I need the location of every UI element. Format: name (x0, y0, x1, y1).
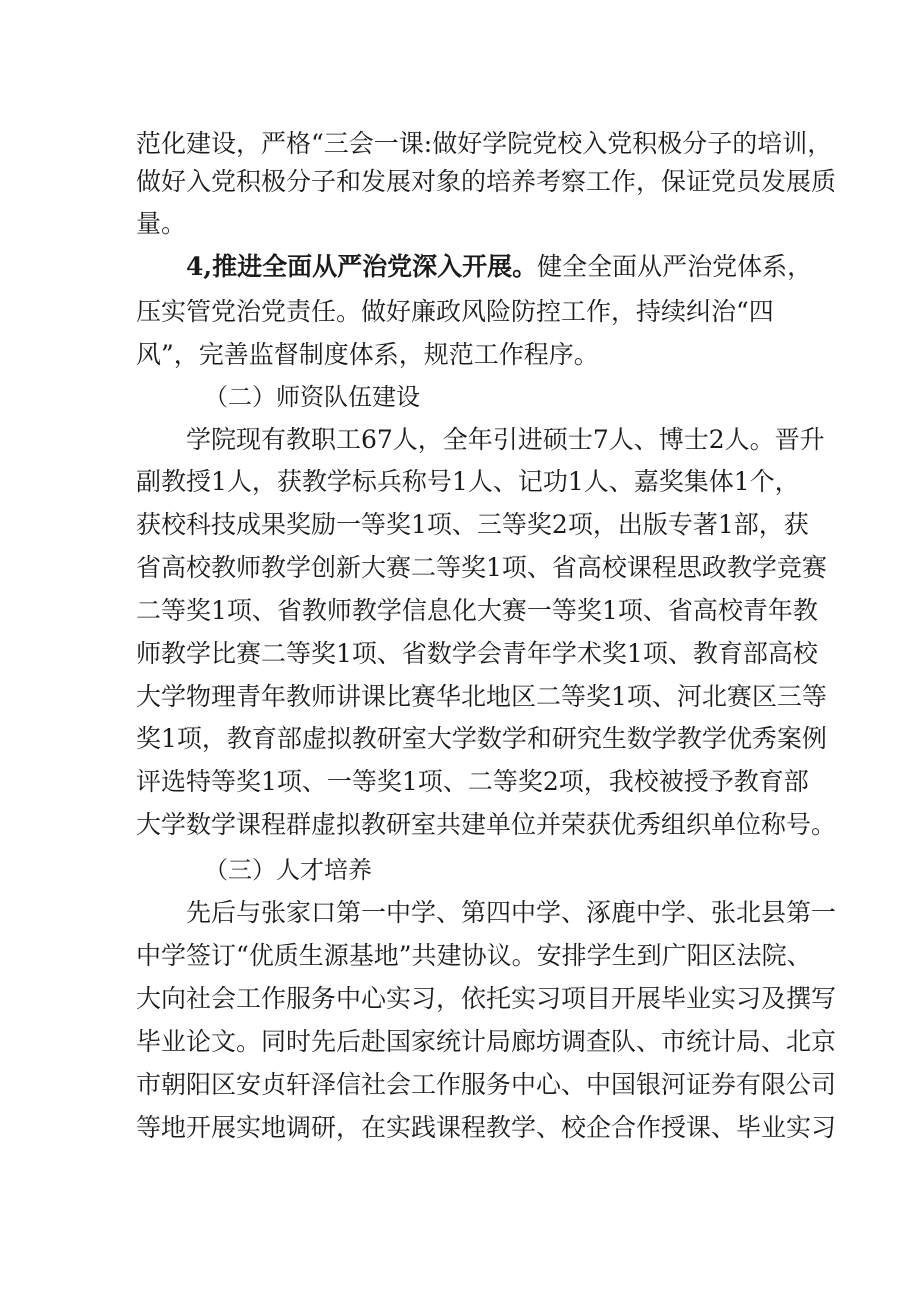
paragraph-line: 获校科技成果奖励一等奖1项、三等奖2项，出版专著1部，获 (136, 510, 809, 539)
paragraph-line: 评选特等奖1项、一等奖1项、二等奖2项，我校被授予教育部 (136, 767, 809, 796)
paragraph-line: 中学签订“优质生源基地”共建协议。安排学生到广阳区法院、 (136, 941, 812, 970)
paragraph-line: 奖1项，教育部虚拟教研室大学数学和研究生数学教学优秀案例 (136, 724, 827, 753)
section-heading: （三）人才培养 (204, 856, 372, 884)
paragraph-line: 等地开展实地调研，在实践课程教学、校企合作授课、毕业实习 (136, 1113, 837, 1142)
paragraph-line: 范化建设，严格“三会一课:做好学院党校入党积极分子的培训， (136, 129, 833, 158)
paragraph-line: 压实管党治党责任。做好廉政风险防控工作，持续纠治“四 (136, 297, 774, 326)
paragraph-line: 师教学比赛二等奖1项、省数学会青年学术奖1项、教育部高校 (136, 639, 818, 668)
paragraph-line: 大学数学课程群虚拟教研室共建单位并荣获优秀组织单位称号。 (136, 810, 837, 839)
paragraph-line (186, 250, 812, 284)
paragraph-line: 市朝阳区安贞轩泽信社会工作服务中心、中国银河证券有限公司 (136, 1070, 837, 1099)
bold-lead: 4,推进全面从严治党深入开展。 (186, 252, 538, 281)
paragraph-line: 大学物理青年教师讲课比赛华北地区二等奖1项、河北赛区三等 (136, 682, 827, 711)
paragraph-line: 二等奖1项、省教师教学信息化大赛一等奖1项、省高校青年教 (136, 596, 818, 625)
paragraph-line: 先后与张家口第一中学、第四中学、涿鹿中学、张北县第一 (186, 898, 837, 927)
paragraph-line: 大向社会工作服务中心实习，依托实习项目开展毕业实习及撰写 (136, 984, 837, 1013)
paragraph-text: 健全全面从严治党体系， (537, 252, 813, 281)
paragraph-line: 做好入党积极分子和发展对象的培养考察工作，保证党员发展质 (136, 167, 837, 196)
paragraph-line: 副教授1人，获教学标兵称号1人、记功1人、嘉奖集体1个， (136, 467, 800, 496)
paragraph-line: 毕业论文。同时先后赴国家统计局廊坊调查队、市统计局、北京 (136, 1027, 837, 1056)
paragraph-line: 量。 (136, 209, 187, 238)
paragraph-line: 省高校教师教学创新大赛二等奖1项、省高校课程思政教学竞赛 (136, 553, 827, 582)
paragraph-line: 学院现有教职工67人，全年引进硕士7人、博士2人。晋升 (186, 425, 825, 454)
section-heading: （二）师资队伍建设 (204, 383, 420, 411)
paragraph-line: 风”，完善监督制度体系，规范工作程序。 (136, 340, 599, 369)
